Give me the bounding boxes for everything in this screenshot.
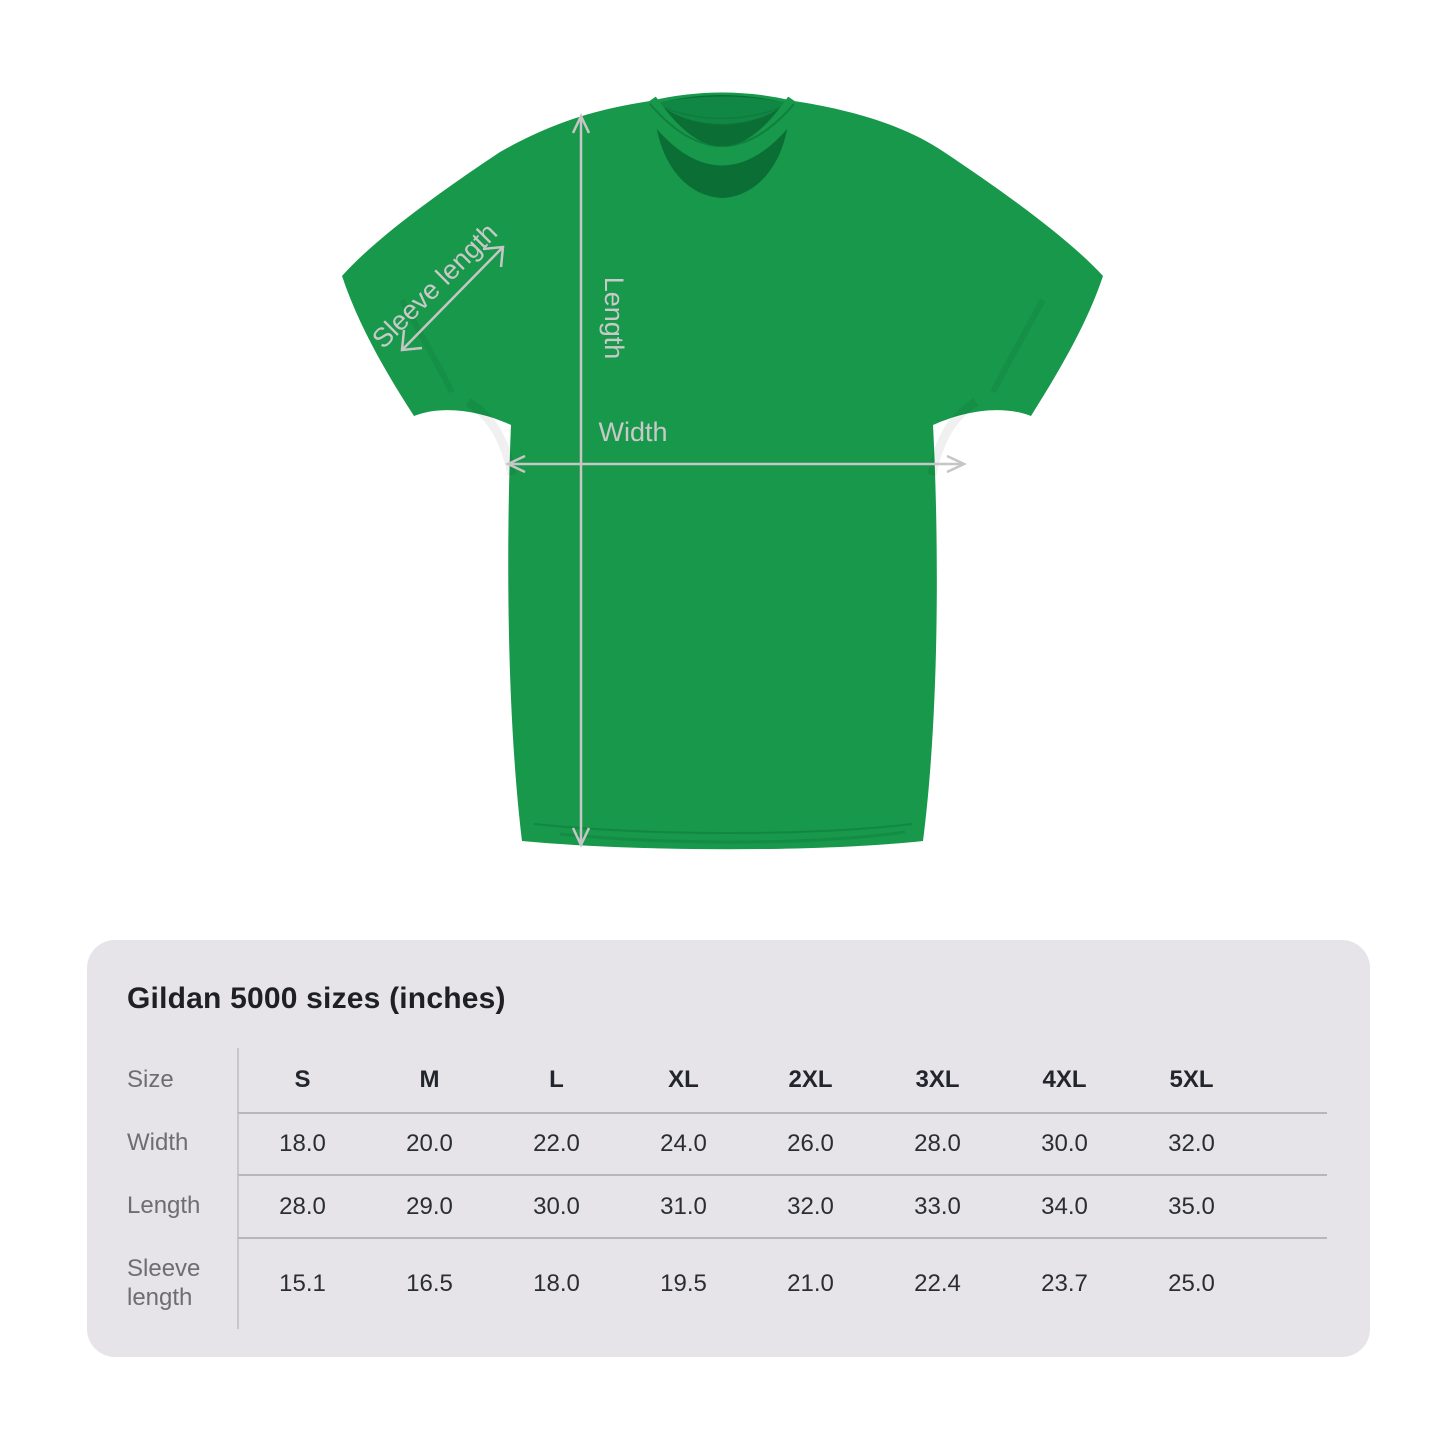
value-cell: 19.5 [660,1270,707,1297]
value-cell: 28.0 [914,1130,961,1157]
header-cell-l: L [549,1066,564,1093]
size-table [127,1048,1327,1329]
value-cell: 30.0 [533,1192,580,1220]
header-cell-s: S [294,1066,311,1093]
value-cell: 32.0 [1168,1130,1215,1157]
header-cell-2xl: 2XL [788,1066,833,1093]
value-cell: 33.0 [914,1192,961,1220]
value-cell: 20.0 [406,1130,453,1157]
value-cell: 34.0 [1041,1192,1088,1220]
row-values [237,1112,1327,1174]
value-cell: 22.0 [533,1130,580,1157]
size-table-panel [87,940,1370,1357]
value-cell: 18.0 [279,1130,326,1157]
value-cell: 31.0 [660,1192,707,1220]
width-label: Width [598,417,668,447]
value-cell: 28.0 [279,1192,326,1220]
corner-label: Size [127,1066,174,1094]
value-cell: 24.0 [660,1130,707,1157]
value-cell: 32.0 [787,1192,834,1220]
row-values [237,1174,1327,1237]
table-row-width [127,1112,1327,1174]
header-cell-m: M [419,1066,440,1093]
value-cell: 23.7 [1041,1270,1088,1297]
value-cell: 21.0 [787,1270,834,1297]
size-table-header-row [127,1048,1327,1112]
tshirt-body [342,93,1103,850]
value-cell: 15.1 [279,1270,326,1297]
value-cell: 22.4 [914,1270,961,1297]
value-cell: 26.0 [787,1130,834,1157]
header-cell-3xl: 3XL [915,1066,960,1093]
value-cell: 18.0 [533,1270,580,1297]
table-row-sleeve-length [127,1237,1327,1329]
row-label: Width [127,1129,189,1157]
length-label: Length [598,276,629,360]
sleeve-length-label: Sleeve length [366,217,504,355]
header-cell-4xl: 4XL [1042,1066,1087,1093]
value-cell: 29.0 [406,1192,453,1220]
value-cell: 30.0 [1041,1130,1088,1157]
row-label: Sleeve length [127,1254,201,1311]
size-table-title: Gildan 5000 sizes (inches) [127,982,506,1015]
header-cells [237,1048,1327,1112]
header-cell-xl: XL [668,1066,699,1093]
row-label: Length [127,1191,201,1219]
value-cell: 35.0 [1168,1192,1215,1220]
header-cell-5xl: 5XL [1169,1066,1214,1093]
table-row-length [127,1174,1327,1237]
row-values [237,1237,1327,1329]
value-cell: 16.5 [406,1270,453,1297]
value-cell: 25.0 [1168,1270,1215,1297]
